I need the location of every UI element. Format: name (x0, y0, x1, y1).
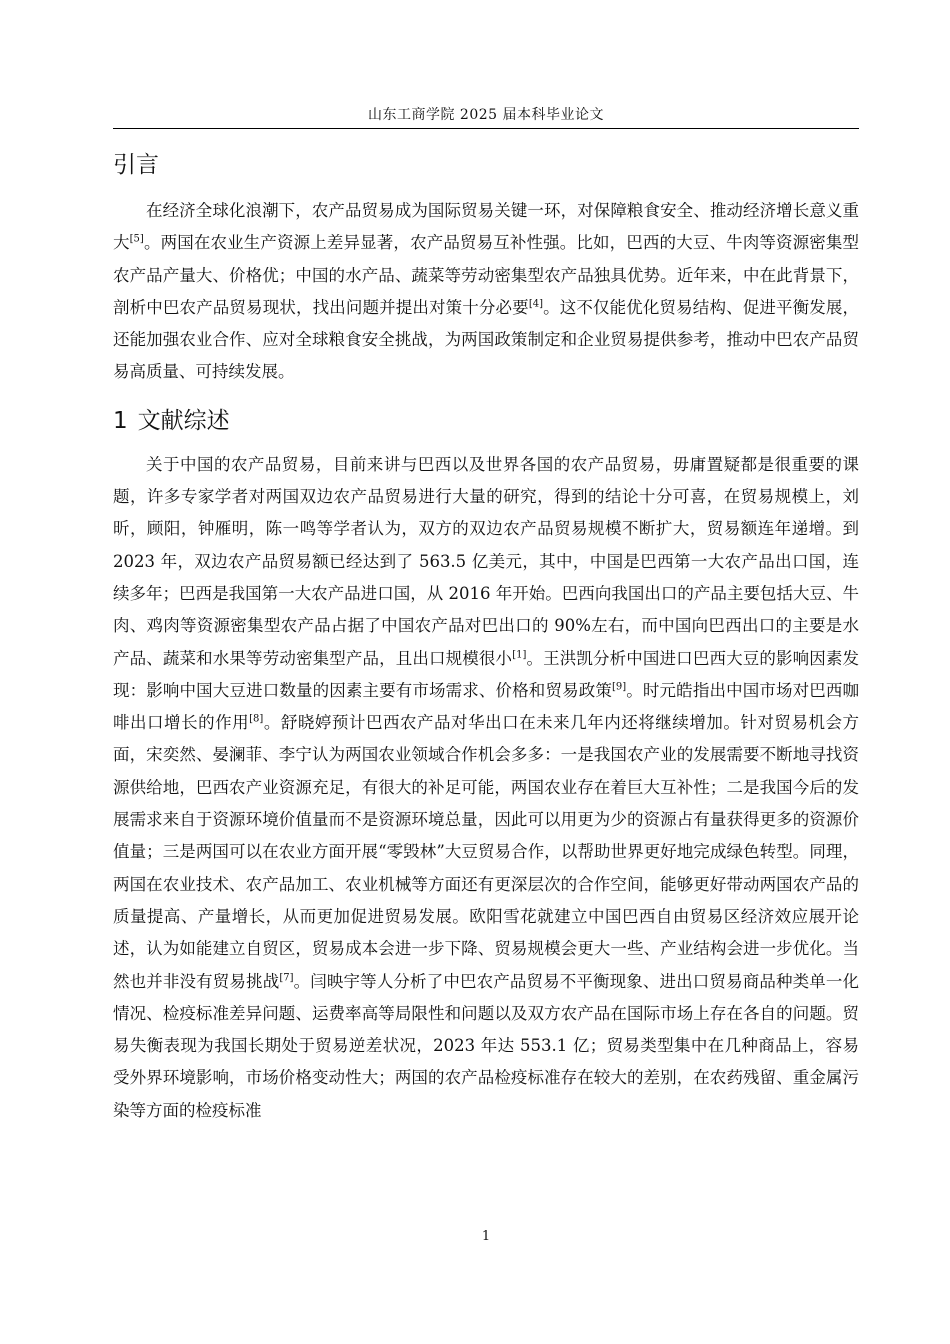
page-body (113, 145, 859, 1127)
citation-5: [5] (129, 233, 144, 245)
citation-9: [9] (611, 681, 627, 693)
page-number: 1 (481, 1229, 491, 1244)
citation-4: [4] (528, 298, 543, 310)
intro-text-2: 。两国在农业生产资源上差异显著，农产品贸易互补性强。比如，巴西的大豆、牛肉等资源密集型农产品产量大、价格优；中国的水产品、蔬菜等劳动密集型农产品独具优势。近年来，中在此背景下，剖析中巴农产品贸易现状，找出问题并提出对策十分必要 (113, 233, 860, 317)
header-rule (113, 128, 859, 129)
running-header: 山东工商学院 2025 届本科毕业论文 (367, 107, 605, 123)
lit-text-2: 。王洪凯分析中国进口巴西大豆的影响因素发现：影响中国大豆进口数量的因素主要有市场需求、价格和贸易政策 (113, 648, 860, 700)
citation-1: [1] (512, 649, 527, 661)
intro-text-3: 。这不仅能优化贸易结构、促进平衡发展，还能加强农业合作、应对全球粮食安全挑战，为两国政策制定和企业贸易提供参考，推动中巴农产品贸易高质量、可持续发展。 (113, 297, 860, 382)
intro-heading: 引言 (113, 152, 159, 178)
lit-text-3: 。时元皓指出中国市场对巴西咖啡出口增长的作用 (113, 680, 860, 733)
section-1-heading (113, 401, 859, 441)
citation-8: [8] (249, 713, 264, 725)
intro-paragraph (113, 195, 859, 389)
citation-7: [7] (279, 972, 294, 984)
section-1-title: 文献综述 (137, 407, 230, 434)
intro-text-1: 在经济全球化浪潮下，农产品贸易成为国际贸易关键一环，对保障粮食安全、推动经济增长意义重大 (113, 201, 859, 253)
section-1-number: 1 (113, 407, 128, 434)
lit-text-4: 。舒晓婷预计巴西农产品对华出口在未来几年内还将继续增加。针对贸易机会方面，宋奕然、晏澜菲、李宁认为两国农业领域合作机会多多：一是我国农产业的发展需要不断地寻找资源供给地，巴西农产业资源充足，有很大的补足可能，两国农业存在着巨大互补性；二是我国今后的发展需求来自于资源环境价值量而不是资源环境总量，因此可以用更为少的资源占有量获得更多的资源价值量；三是两国可以在农业方面开展“零毁林”大豆贸易合作，以帮助世界更好地完成绿色转型。同理，两国在农业技术、农产品加工、农业机械等方面还有更深层次的合作空间，能够更好带动两国农产品的质量提高、产量增长，从而更加促进贸易发展。欧阳雪花就建立中国巴西自由贸易区经济效应展开论述，认为如能建立自贸区，贸易成本会进一步下降、贸易规模会更大一些、产业结构会进一步优化。当然也并非没有贸易挑战 (113, 713, 860, 991)
lit-text-1: 关于中国的农产品贸易，目前来讲与巴西以及世界各国的农产品贸易，毋庸置疑都是很重要的课题，许多专家学者对两国双边农产品贸易进行大量的研究，得到的结论十分可喜，在贸易规模上，刘昕，顾阳，钟雁明，陈一鸣等学者认为，双方的双边农产品贸易规模不断扩大，贸易额连年递增。到 2023 年，双边农产品贸易额已经达到了 563.5 亿美元，其中，中国是巴西第一大农产品出口国，连续多年；巴西是我国第一大农产品进口国，从 2016 年开始。巴西向我国出口的产品主要包括大豆、牛肉、鸡肉等资源密集型农产品占据了中国农产品对巴出口的 90%左右，而中国向巴西出口的主要是水产品、蔬菜和水果等劳动密集型产品，且出口规模很小 (113, 454, 859, 668)
section-1-paragraph (113, 449, 859, 1127)
lit-text-5: 。闫映宇等人分析了中巴农产品贸易不平衡现象、进出口贸易商品种类单一化情况、检疫标准差异问题、运费率高等局限性和问题以及双方农产品在国际市场上存在各自的问题。贸易失衡表现为我国长期处于贸易逆差状况，2023 年达 553.1 亿；贸易类型集中在几种商品上，容易受外界环境影响，市场价格变动性大；两国的农产品检疫标准存在较大的差别，在农药残留、重金属污染等方面的检疫标准 (113, 971, 860, 1120)
